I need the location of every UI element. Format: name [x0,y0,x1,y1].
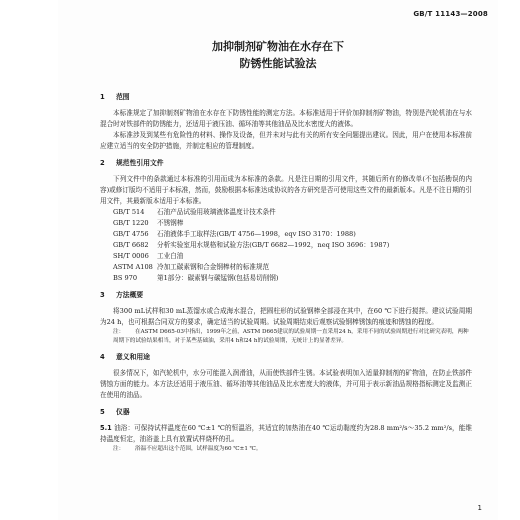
document-body [100,86,472,454]
reference-item: ASTM A108 冷加工碳素钢和合金钢棒材的标准规范 [113,263,270,271]
document-page [58,0,498,520]
reference-list [100,207,472,284]
reference-item: GB/T 6682 分析实验室用水规格和试验方法(GB/T 6682—1992，neq ISO 3696：1987) [113,241,390,249]
scope-paragraph-1: 本标准规定了加抑制剂矿物油在水存在下防锈性能的测定方法。本标准适用于评价加抑制剂矿物油，特别是汽轮机油在与水混合时对铁部件的防锈能力，还适用于液压油、循环油等其他油品及比水密度大的液体。 [100,109,472,128]
reference-item: SH/T 0006 工业白油 [113,252,184,260]
scope-paragraph-2: 本标准涉及到某些有危险性的材料、操作及设备，但并未对与此有关的所有安全问题提出建议。因此，用户在使用本标准前应建立适当的安全防护措施，并制定相应的管理制度。 [100,131,472,150]
standard-number: GB/T 11143—2008 [413,10,488,18]
reference-item: GB/T 1220 不锈钢棒 [113,219,184,227]
apparatus-note: 注： 浴温不应超出这个范围，试样温度为60 ℃±1 ℃。 [113,446,262,452]
reference-item: BS 970 第1部分：碳素钢与碳锰钢(包括易切削钢) [113,274,279,282]
section-heading-method-summary: 3 方法概要 [100,291,144,299]
title-line-1: 加抑制剂矿物油在水存在下 [212,40,344,53]
significance-paragraph: 很多情况下，如汽轮机中，水分可能混入润滑油，从而使铁部件生锈。本试验表明加入适量抑制剂的矿物油，在防止铁部件锈蚀方面的能力。本方法还适用于液压油、循环油等其他油品及比水密度大的液体，并可用于表示新油品规格指标测定及监测正在使用的油品。 [100,369,472,399]
section-heading-apparatus: 5 仪器 [100,408,130,416]
document-title [58,38,498,72]
method-summary-note: 注： 在ASTM D665-03中指出，1999年之前，ASTM D665建议的试验周期一直采用24 h，采用不同的试验周期进行对比研究表明，两种周期下的试验结果相当，对于某些基础油，采用4 h和24 h的试验周期，无统计上的显著差异。 [113,329,469,344]
apparatus-item-oil-bath: 5.1 油浴：可保持试样温度在60 ℃±1 ℃的恒温浴，其适宜的加热油在40 ℃运动黏度约为28.8 mm²/s～35.2 mm²/s，能维持温度恒定，油浴盖上具有放置试样烧杯的孔。 [100,424,472,443]
references-paragraph: 下列文件中的条款通过本标准的引用而成为本标准的条款。凡是注日期的引用文件，其随后所有的修改单(不包括勘误的内容)或修订版均不适用于本标准，然而，鼓励根据本标准达成协议的各方研究是否可使用这些文件的最新版本。凡是不注日期的引用文件，其最新版本适用于本标准。 [100,175,472,205]
page-number: 1 [477,504,482,512]
title-line-2: 防锈性能试验法 [239,57,317,70]
reference-item: GB/T 4756 石油液体手工取样法(GB/T 4756—1998，eqv ISO 3170：1988) [113,230,356,238]
section-heading-scope: 1 范围 [100,93,130,101]
section-heading-significance: 4 意义和用途 [100,353,150,361]
method-summary-paragraph: 将300 mL试样和30 mL蒸馏水或合成海水混合，把圆柱形的试验钢棒全部浸在其中，在60 ℃下进行搅拌。建议试验周期为24 h，也可根据合同双方的要求，确定适当的试验周期。试验周期结束后观察试验钢棒锈蚀的痕迹和锈蚀的程度。 [100,307,472,326]
reference-item: GB/T 514 石油产品试验用玻璃液体温度计技术条件 [113,208,276,216]
section-heading-normative-references: 2 规范性引用文件 [100,159,164,167]
